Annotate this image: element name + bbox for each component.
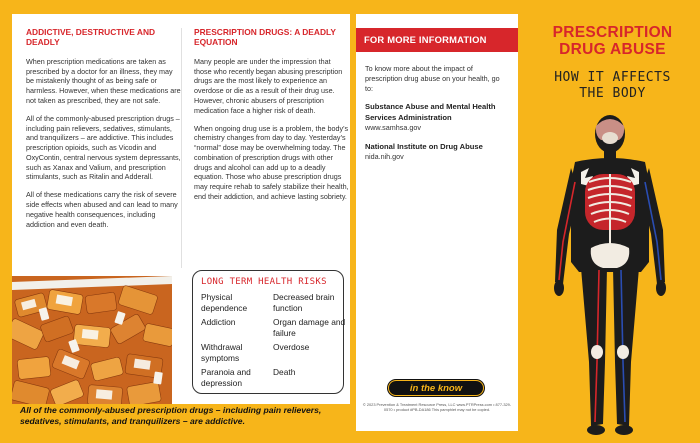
cover-subtitle-line: HOW IT AFFECTS: [554, 70, 671, 85]
cover-title-line: DRUG ABUSE: [559, 41, 666, 59]
addictive-paragraph: All of these medications carry the risk of severe side effects when abused and can lead to many negative health consequences, including addiction and even death.: [26, 190, 178, 229]
risk-item: Decreased brain function: [273, 292, 335, 313]
cover-subtitle-line: THE BODY: [579, 85, 646, 101]
risk-item: Overdose: [273, 342, 310, 352]
cover-title-line: PRESCRIPTION: [552, 24, 673, 41]
more-info-body: [356, 52, 518, 162]
inner-spread: [12, 14, 350, 404]
health-risks-title: LONG TERM HEALTH RISKS: [201, 277, 327, 287]
cover-title: [525, 24, 700, 58]
risk-item: Paranoia and depression: [201, 367, 251, 388]
addictive-paragraph: All of the commonly-abused prescription drugs – including pain relievers, sedatives, stimulants, and tranquilizers – are addictive. This includes prescription opioids, such as Vicodin and OxyContin, central nervous system depressants, such as Xanax and Valium, and prescription stimulants, such as Ritalin and Adderall.: [26, 113, 181, 182]
cover-subtitle: [525, 70, 700, 102]
risk-item: Physical dependence: [201, 292, 248, 313]
deadly-equation-paragraph: Many people are under the impression that those who recently began abusing prescription drugs are the most likely to experience an overdose or die as a result of their drug use. However, chronic abusers of prescription medication face a higher risk of death.: [194, 56, 343, 115]
health-risks-list: [201, 292, 346, 388]
deadly-equation-section: [194, 28, 350, 210]
risk-item: Death: [273, 367, 296, 377]
more-info-header: FOR MORE INFORMATION: [356, 28, 518, 52]
risk-item: Withdrawal symptoms: [201, 342, 243, 363]
anatomy-figure-illustration: [545, 112, 675, 440]
samhsa-url[interactable]: www.samhsa.gov: [365, 122, 421, 132]
pill-bottles-photo: [12, 276, 172, 404]
deadly-equation-heading: PRESCRIPTION DRUGS: A DEADLY EQUATION: [194, 27, 336, 47]
deadly-equation-paragraph: When ongoing drug use is a problem, the body’s chemistry changes from day to day. Yesterday’s “normal” dose may be overwhelming today. The combination of prescription drugs with other drugs and alcohol can add up to a deadly equation. Those who abuse prescription drugs may require rehab to safely stabilize their health, end their addiction, and achieve lasting sobriety.: [194, 123, 349, 201]
risk-item: Organ damage and failure: [273, 317, 346, 338]
in-the-know-logo: in the know: [388, 380, 484, 396]
column-divider: [181, 28, 182, 268]
addictive-section: [26, 28, 182, 237]
nida-url[interactable]: nida.nih.gov: [365, 152, 404, 162]
addictive-paragraph: When prescription medications are taken as prescribed by a doctor for an illness, they may be mistakenly thought of as being safe or harmless. However, when these medications are not taken as prescribed, they are not safe.: [26, 56, 181, 105]
more-info-panel: [356, 14, 518, 431]
more-info-intro: To know more about the impact of prescription drug abuse on your health, go to:: [365, 64, 500, 93]
nida-name: National Institute on Drug Abuse: [365, 141, 483, 151]
pill-caption: All of the commonly-abused prescription drugs – including pain relievers, sedatives, stimulants, and tranquilizers – are addictive.: [20, 405, 322, 427]
copyright-fine-print: © 2023 Prevention & Treatment Resource Press, LLC www.PTRPress.com • 877-329-0570 • product #PB-DA186 This pamphlet may not be copied.: [362, 402, 512, 413]
health-risks-box: [192, 270, 344, 394]
samhsa-name: Substance Abuse and Mental Health Services Administration: [365, 102, 496, 122]
risk-item: Addiction: [201, 317, 236, 327]
addictive-heading: ADDICTIVE, DESTRUCTIVE AND DEADLY: [26, 27, 156, 47]
